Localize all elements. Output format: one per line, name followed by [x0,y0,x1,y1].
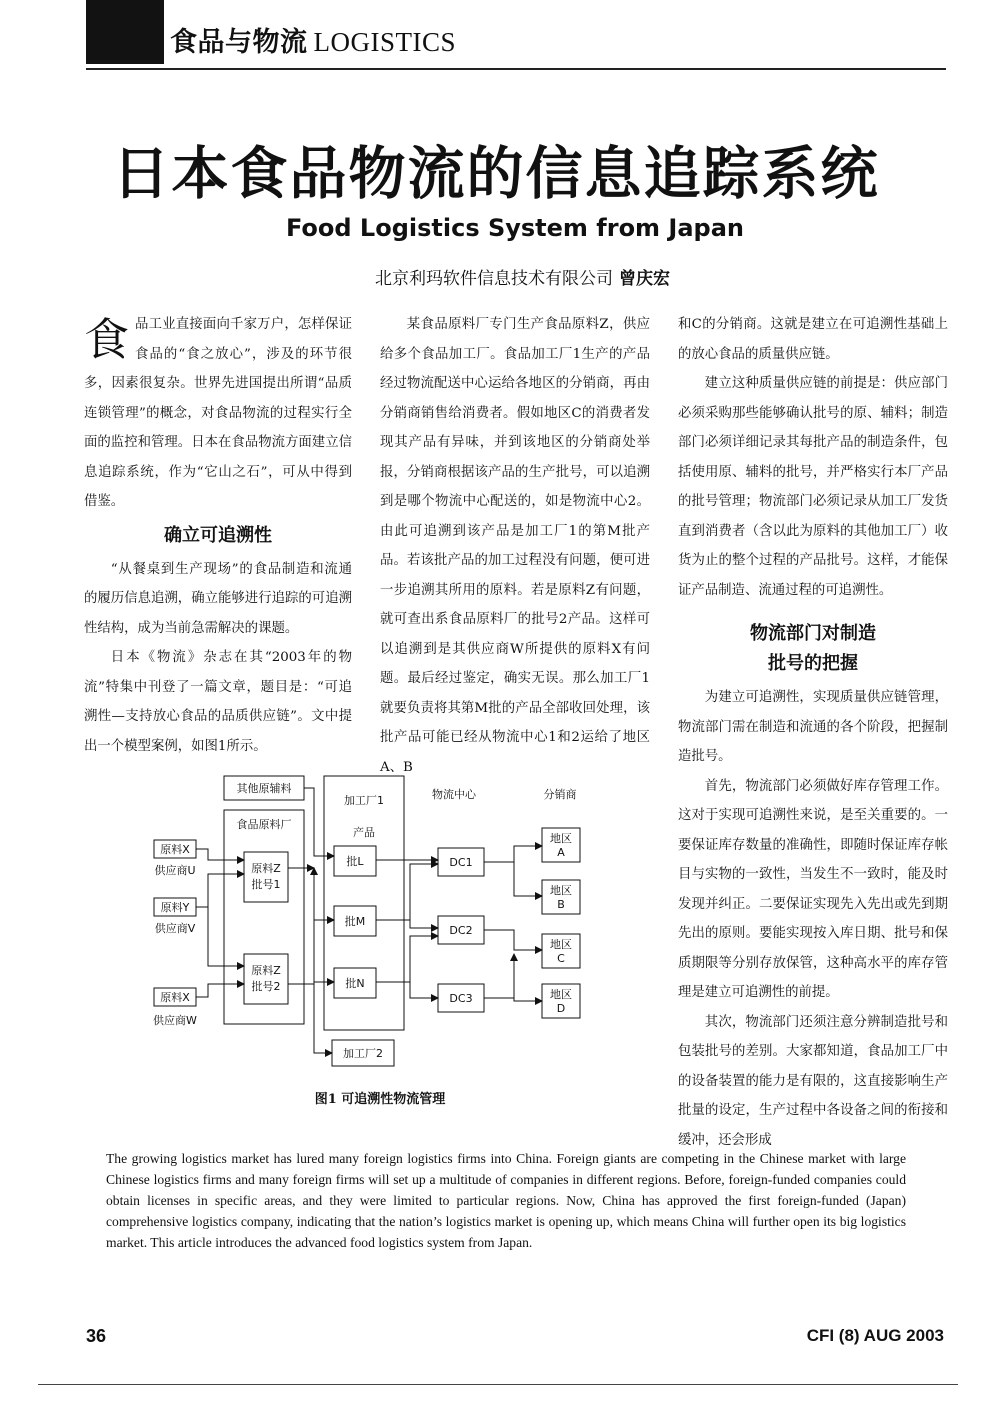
column-1 [84,310,352,761]
section-heading-line2: 批号的把握 [768,653,858,674]
section-heading-line1: 物流部门对制造 [750,623,876,644]
figure-1-diagram [148,770,608,1080]
dc1-label: DC1 [449,856,473,869]
byline-author: 曾庆宏 [619,269,670,289]
supplier-w-label: 供应商W [153,1014,197,1027]
paragraph: 建立这种质量供应链的前提是：供应部门必须采购那些能够确认批号的原、辅料；制造部门必须详细记录其每批产品的制造条件，包括使用原、辅料的批号，并严格实行本厂产品的批号管理；物流部门必须记录从加工厂发货直到消费者（含以此为原料的其他加工厂）收货为止的整个过程的产品批号。这样，才能保证产品制造、流通过程的可追溯性。 [678,376,948,598]
column-3 [678,310,948,1155]
article-title: 日本食品物流的信息追踪系统 [112,141,880,207]
section-heading-traceability: 确立可追溯性 [164,524,272,546]
lot-l-label: 批L [346,855,364,868]
batch-1-line2: 批号1 [251,878,281,891]
paragraph: 首先，物流部门必须做好库存管理工作。这对于实现可追溯性来说，是至关重要的。一要保证库存数量的准确性，即随时保证库存帐目与实物的一致性，当发生不一致时，能及时发现并纠正。二要保证实现先入先出或先到期先出的原则。要能实现按入库日期、批号和保质期限等分别存放保管，这种高水平的库存管理是建立可追溯性的前提。 [678,778,948,1000]
paragraph: 为建立可追溯性，实现质量供应链管理，物流部门需在制造和流通的各个阶段，把握制造批号。 [678,690,948,764]
region-b-letter: B [557,898,565,911]
batch-1-box [244,852,288,902]
other-materials-label: 其他原辅料 [236,782,292,795]
products-label: 产品 [353,826,375,839]
drop-cap: 食 [84,313,130,366]
distributors-label: 分销商 [543,788,577,801]
material-y-label: 原料Y [160,901,190,914]
paragraph: 日本《物流》杂志在其“2003年的物流”特集中刊登了一篇文章，题目是：“可追溯性—支持放心食品的品质供应链”。文中提出一个模型案例，如图1所示。 [84,650,352,754]
paragraph: 其次，物流部门还须注意分辨制造批号和包装批号的差别。大家都知道，食品加工厂中的设备装置的能力是有限的，这直接影响生产批量的设定，生产过程中各设备之间的衔接和缓冲，还会形成 [678,1014,948,1148]
byline-organization: 北京利玛软件信息技术有限公司 [375,269,613,289]
batch-2-box [244,954,288,1004]
header-black-block [86,0,164,64]
section-name-zh: 食品与物流 [170,27,308,58]
section-header [170,20,456,59]
dc3-label: DC3 [449,992,473,1005]
supplier-v-label: 供应商V [154,922,196,935]
section-heading-batch-control [678,619,948,679]
material-factory-label: 食品原料厂 [236,818,292,831]
factory-2-label: 加工厂2 [343,1047,383,1060]
byline [0,264,992,289]
paragraph: 和C的分销商。这就是建立在可追溯性基础上的放心食品的质量供应链。 [678,317,948,362]
traceability-flow-diagram [148,770,608,1080]
column-2 [380,310,650,782]
logistics-center-label: 物流中心 [432,788,476,801]
header-rule [86,68,946,70]
factory-1-box [324,776,404,1030]
batch-1-line1: 原料Z [251,862,281,875]
batch-2-line1: 原料Z [251,964,281,977]
lot-m-label: 批M [344,915,366,928]
region-c-letter: C [557,952,565,965]
intro-text: 品工业直接面向千家万户，怎样保证食品的“食之放心”，涉及的环节很多，因素很复杂。世界先进国提出所谓“品质连锁管理”的概念，对食品物流的过程实行全面的监控和管理。日本在食品物流方面建立信息追踪系统，作为“它山之石”，可从中得到借鉴。 [84,317,352,509]
article-subtitle: Food Logistics System from Japan [285,214,744,242]
region-d-letter: D [556,1002,566,1015]
region-b-label: 地区 [550,884,572,897]
batch-2-line2: 批号2 [251,980,281,993]
supplier-u-label: 供应商U [154,864,196,877]
region-d-label: 地区 [550,988,572,1001]
footer-rule [38,1384,958,1385]
dc2-label: DC2 [449,924,473,937]
factory-1-label: 加工厂1 [344,794,384,807]
english-abstract: The growing logistics market has lured many foreign logistics firms into China. Foreign giants are competing in the Chinese market with large Chinese logistics firms and many foreign firms will set up a multitude of companies in different regions. Before, foreign-funded companies could obtain licenses in specific areas, and they were limited to particular regions. Now, China has approved the first foreign-funded (Japan) comprehensive logistics company, indicating that the nation’s logistics market is opening up, which means China will further open its big logistics market. This article introduces the advanced food logistics system from Japan. [106,1151,906,1250]
lot-n-label: 批N [345,977,365,990]
material-x-label-2: 原料X [160,991,190,1004]
paragraph: 某食品原料厂专门生产食品原料Z，供应给多个食品加工厂。食品加工厂1生产的产品经过物流配送中心运给各地区的分销商，再由分销商销售给消费者。假如地区C的消费者发现其产品有异味，并到该地区的分销商处举报，分销商根据该产品的生产批号，可以追溯到是哪个物流中心配送的，如是物流中心2。由此可追溯到该产品是加工厂1的第M批产品。若该批产品的加工过程没有问题，便可进一步追溯其所用的原料。若是原料Z有问题，就可查出系食品原料厂的批号2产品。这样可以追溯到是其供应商W所提供的原料X有问题。最后经过鉴定，确实无误。那么加工厂1就要负责将其第M批的产品全部收回处理，该批产品可能已经从物流中心1和2运给了地区A、B [380,317,650,775]
intro-paragraph [84,310,352,517]
paragraph: “从餐桌到生产现场”的食品制造和流通的履历信息追溯，确立能够进行追踪的可追溯性结构，成为当前急需解决的课题。 [84,561,352,636]
page-number: 36 [86,1326,107,1346]
journal-issue: CFI (8) AUG 2003 [806,1326,944,1345]
region-a-label: 地区 [550,832,572,845]
figure-caption: 图1 可追溯性物流管理 [314,1092,446,1107]
region-c-label: 地区 [550,938,572,951]
region-a-letter: A [557,846,565,859]
material-x-label-1: 原料X [160,843,190,856]
section-name-en: LOGISTICS [313,27,457,57]
